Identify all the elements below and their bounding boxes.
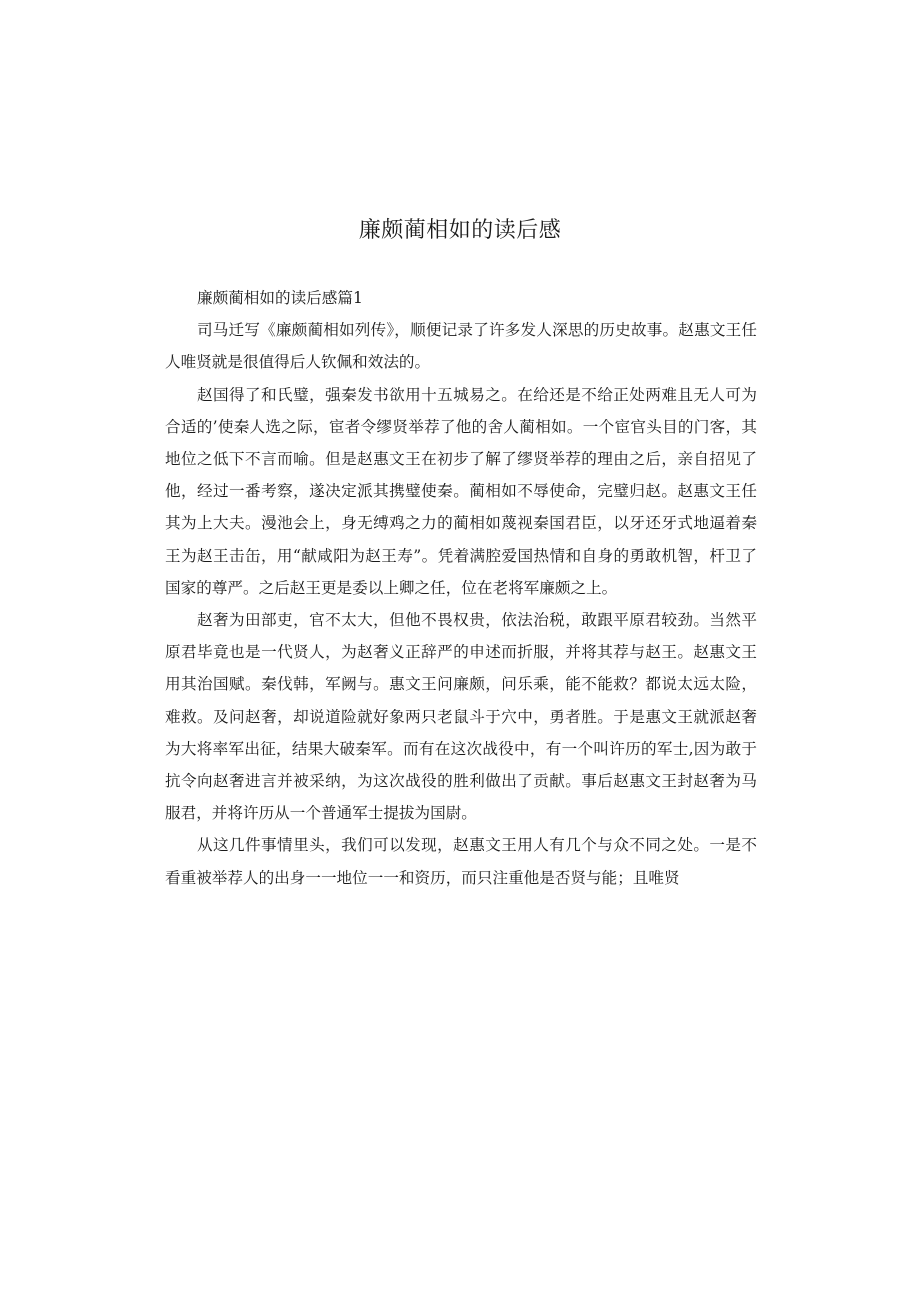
paragraph-1: 司马迁写《廉颇蔺相如列传》，顺便记录了许多发人深思的历史故事。赵惠文王任人唯贤就是很值得后人钦佩和效法的。 — [165, 321, 757, 372]
paragraph-4: 从这几件事情里头，我们可以发现，赵惠文王用人有几个与众不同之处。一是不看重被举荐人的出身一一地位一一和资历，而只注重他是否贤与能；且唯贤 — [165, 836, 757, 887]
paragraph-2: 赵国得了和氏璧，强秦发书欲用十五城易之。在给还是不给正处两难且无人可为合适的’使秦人选之际，宦者令缪贤举荐了他的舍人蔺相如。一个宦官头目的门客，其地位之低下不言而喻。但是赵惠文王在初步了解了缪贤举荐的理由之后，亲自招见了他，经过一番考察，遂决定派其携璧使秦。蔺相如不辱使命，完璧归赵。赵惠文王任其为上大夫。漫池会上，身无缚鸡之力的蔺相如蔑视秦国君臣，以牙还牙式地逼着秦王为赵王击缶，用“献咸阳为赵王寿”。凭着满腔爱国热情和自身的勇敢机智，杆卫了国家的尊严。之后赵王更是委以上卿之任，位在老将军廉颇之上。 — [165, 385, 757, 597]
document-body — [165, 282, 757, 894]
section-heading: 廉颇蔺相如的读后感篇1 — [197, 289, 363, 307]
document-title: 廉颇蔺相如的读后感 — [358, 218, 562, 243]
paragraph-3: 赵奢为田部吏，官不太大，但他不畏权贵，依法治税，敢跟平原君较劲。当然平原君毕竟也是一代贤人，为赵奢义正辞严的申述而折服，并将其荐与赵王。赵惠文王用其治国赋。秦伐韩，军阙与。惠文王问廉颇，问乐乘，能不能救？都说太远太险，难救。及问赵奢，却说道险就好象两只老鼠斗于穴中，勇者胜。于是惠文王就派赵奢为大将率军出征，结果大破秦军。而有在这次战役中，有一个叫许历的军士,因为敢于抗令向赵奢进言并被采纳，为这次战役的胜利做出了贡献。事后赵惠文王封赵奢为马服君，并将许历从一个普通军士提拔为国尉。 — [165, 611, 757, 823]
